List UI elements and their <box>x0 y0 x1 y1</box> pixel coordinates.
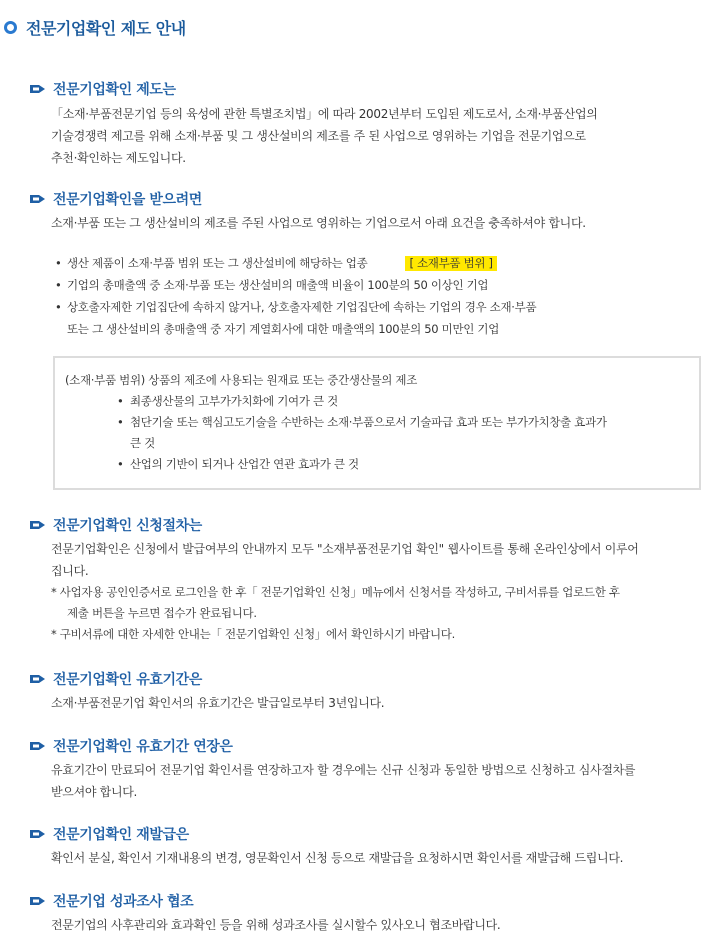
arrow-bullet-icon <box>29 83 47 95</box>
section-title: 전문기업확인 제도는 <box>53 82 176 98</box>
section-survey <box>29 890 709 936</box>
section-intro <box>29 78 709 169</box>
section-title: 전문기업확인 유효기간은 <box>53 672 202 688</box>
scope-highlight-link[interactable]: [ 소재부품 범위 ] <box>405 256 496 271</box>
paragraph-line: 집니다. <box>51 564 89 578</box>
paragraph-line: 전문기업의 사후관리와 효과확인 등을 위해 성과조사를 실시할수 있사오니 협조바랍니다. <box>51 918 501 932</box>
scope-box <box>53 356 701 490</box>
paragraph-line: 기술경쟁력 제고를 위해 소재·부품 및 그 생산설비의 제조를 주 된 사업으로 영위하는 기업을 전문기업으로 <box>51 129 586 143</box>
paragraph-line: 전문기업확인은 신청에서 발급여부의 안내까지 모두 "소재부품전문기업 확인" 웹사이트를 통해 온라인상에서 이루어 <box>51 542 639 556</box>
section-requirements <box>29 188 709 340</box>
list-item: • 최종생산물의 고부가가치화에 기여가 큰 것 <box>117 391 687 412</box>
list-item: • 첨단기술 또는 핵심고도기술을 수반하는 소재·부품으로서 기술파급 효과 또는 부가가치창출 효과가 <box>117 412 687 433</box>
page-title-bar <box>4 12 186 42</box>
page-title: 전문기업확인 제도 안내 <box>26 18 186 38</box>
note-line: * 사업자용 공인인증서로 로그인을 한 후「 전문기업확인 신청」메뉴에서 신청서를 작성하고, 구비서류를 업로드한 후 <box>51 585 620 599</box>
section-title: 전문기업 성과조사 협조 <box>53 894 194 910</box>
paragraph-line: 확인서 분실, 확인서 기재내용의 변경, 영문확인서 신청 등으로 재발급을 요청하시면 확인서를 재발급해 드립니다. <box>51 851 624 865</box>
paragraph-line: 유효기간이 만료되어 전문기업 확인서를 연장하고자 할 경우에는 신규 신청과 동일한 방법으로 신청하고 심사절차를 <box>51 763 636 777</box>
circle-bullet-icon <box>4 21 17 34</box>
list-item: • 생산 제품이 소재·부품 범위 또는 그 생산설비에 해당하는 업종 [ 소재부품 범위 ] <box>55 252 709 274</box>
list-item-continuation: 또는 그 생산설비의 총매출액 중 자기 계열회사에 대한 매출액의 100분의 50 미만인 기업 <box>67 322 500 336</box>
section-title: 전문기업확인을 받으려면 <box>53 192 202 208</box>
section-validity <box>29 668 709 714</box>
note-line: 제출 버튼을 누르면 접수가 완료됩니다. <box>67 606 257 620</box>
arrow-bullet-icon <box>29 828 47 840</box>
arrow-bullet-icon <box>29 740 47 752</box>
note-line: * 구비서류에 대한 자세한 안내는「 전문기업확인 신청」에서 확인하시기 바랍니다. <box>51 627 455 641</box>
section-reissue <box>29 823 709 869</box>
section-title: 전문기업확인 유효기간 연장은 <box>53 739 233 755</box>
list-item-continuation: 큰 것 <box>130 436 155 450</box>
paragraph-line: 「소재·부품전문기업 등의 육성에 관한 특별조치법」에 따라 2002년부터 도입된 제도로서, 소재·부품산업의 <box>51 107 598 121</box>
section-title: 전문기업확인 재발급은 <box>53 827 189 843</box>
paragraph-line: 소재·부품전문기업 확인서의 유효기간은 발급일로부터 3년입니다. <box>51 696 385 710</box>
section-procedure <box>29 514 709 645</box>
section-title: 전문기업확인 신청절차는 <box>53 518 202 534</box>
arrow-bullet-icon <box>29 673 47 685</box>
section-intro-text: 소재·부품 또는 그 생산설비의 제조를 주된 사업으로 영위하는 기업으로서 아래 요건을 충족하셔야 합니다. <box>51 216 586 230</box>
list-item: • 상호출자제한 기업집단에 속하지 않거나, 상호출자제한 기업집단에 속하는 기업의 경우 소재·부품 <box>55 296 709 318</box>
section-extension <box>29 735 709 803</box>
list-item: • 기업의 총매출액 중 소재·부품 또는 생산설비의 매출액 비율이 100분의 50 이상인 기업 <box>55 274 709 296</box>
list-item: • 산업의 기반이 되거나 산업간 연관 효과가 큰 것 <box>117 454 687 475</box>
arrow-bullet-icon <box>29 519 47 531</box>
arrow-bullet-icon <box>29 193 47 205</box>
arrow-bullet-icon <box>29 895 47 907</box>
requirements-list <box>55 252 709 340</box>
paragraph-line: 추천·확인하는 제도입니다. <box>51 151 186 165</box>
paragraph-line: 받으셔야 합니다. <box>51 785 138 799</box>
box-lead: (소재·부품 범위) 상품의 제조에 사용되는 원재료 또는 중간생산물의 제조 <box>65 373 418 387</box>
